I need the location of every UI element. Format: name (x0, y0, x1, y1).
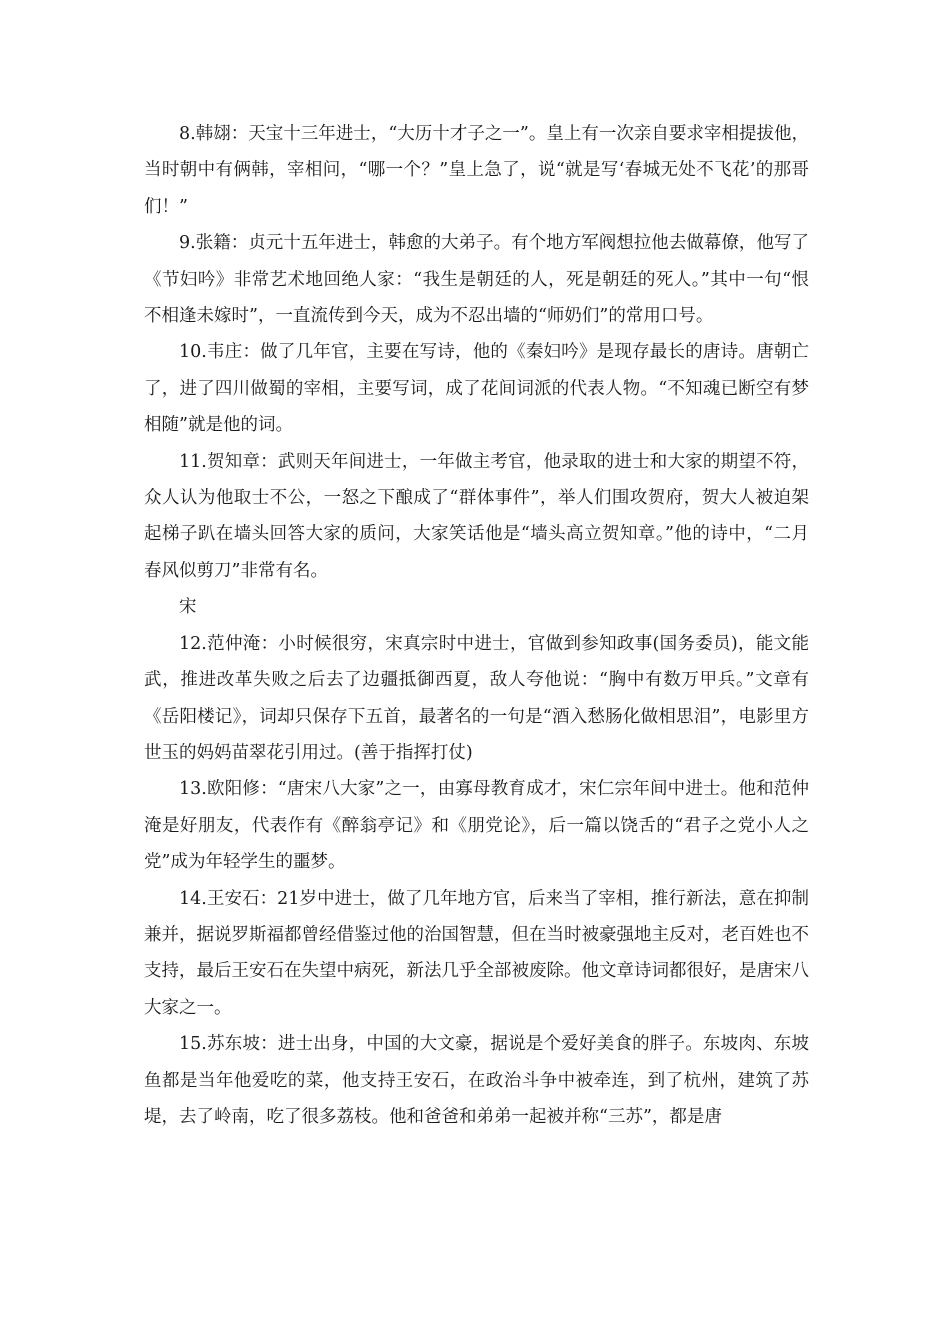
entry-zhang-ji: 9.张籍：贞元十五年进士，韩愈的大弟子。有个地方军阀想拉他去做幕僚，他写了《节妇吟》非常艺术地回绝人家：“我生是朝廷的人，死是朝廷的死人。”其中一句“恨不相逢未嫁时”，一直流传到今天，成为不忍出墙的“师奶们”的常用口号。 (144, 233, 809, 327)
entry-su-dongpo: 15.苏东坡：进士出身，中国的大文豪，据说是个爱好美食的胖子。东坡肉、东坡鱼都是当年他爱吃的菜，他支持王安石，在政治斗争中被牵连，到了杭州，建筑了苏堤，去了岭南，吃了很多荔枝。他和爸爸和弟弟一起被并称“三苏”，都是唐 (144, 1034, 809, 1127)
entry-he-zhizhang: 11.贺知章：武则天年间进士，一年做主考官，他录取的进士和大家的期望不符，众人认为他取士不公，一怒之下酿成了“群体事件”，举人们围攻贺府，贺大人被迫架起梯子趴在墙头回答大家的质问，大家笑话他是“墙头高立贺知章。”他的诗中，“二月春风似剪刀”非常有名。 (144, 451, 809, 581)
section-heading-song: 宋 (179, 597, 197, 618)
document-page (144, 116, 809, 1135)
entry-fan-zhongyan: 12.范仲淹：小时候很穷，宋真宗时中进士，官做到参知政事(国务委员)，能文能武，推进改革失败之后去了边疆抵御西夏，敌人夸他说：“胸中有数万甲兵。”文章有《岳阳楼记》，词却只保存下五首，最著名的一句是“酒入愁肠化做相思泪”，电影里方世玉的妈妈苗翠花引用过。(善于指挥打仗) (144, 633, 809, 763)
entry-wei-zhuang: 10.韦庄：做了几年官，主要在写诗，他的《秦妇吟》是现存最长的唐诗。唐朝亡了，进了四川做蜀的宰相，主要写词，成了花间词派的代表人物。“不知魂已断空有梦相随”就是他的词。 (144, 342, 809, 436)
entry-ouyang-xiu: 13.欧阳修：“唐宋八大家”之一，由寡母教育成才，宋仁宗年间中进士。他和范仲淹是好朋友，代表作有《醉翁亭记》和《朋党论》，后一篇以饶舌的“君子之党小人之党”成为年轻学生的噩梦。 (144, 779, 809, 873)
entry-wang-anshi: 14.王安石：21岁中进士，做了几年地方官，后来当了宰相，推行新法，意在抑制兼并，据说罗斯福都曾经借鉴过他的治国智慧，但在当时被豪强地主反对，老百姓也不支持，最后王安石在失望中病死，新法几乎全部被废除。他文章诗词都很好，是唐宋八大家之一。 (144, 888, 809, 1018)
entry-han-hong: 8.韩翃：天宝十三年进士，“大历十才子之一”。皇上有一次亲自要求宰相提拔他，当时朝中有俩韩，宰相问，“哪一个？”皇上急了，说“就是写‘春城无处不飞花’的那哥们！” (144, 124, 809, 217)
